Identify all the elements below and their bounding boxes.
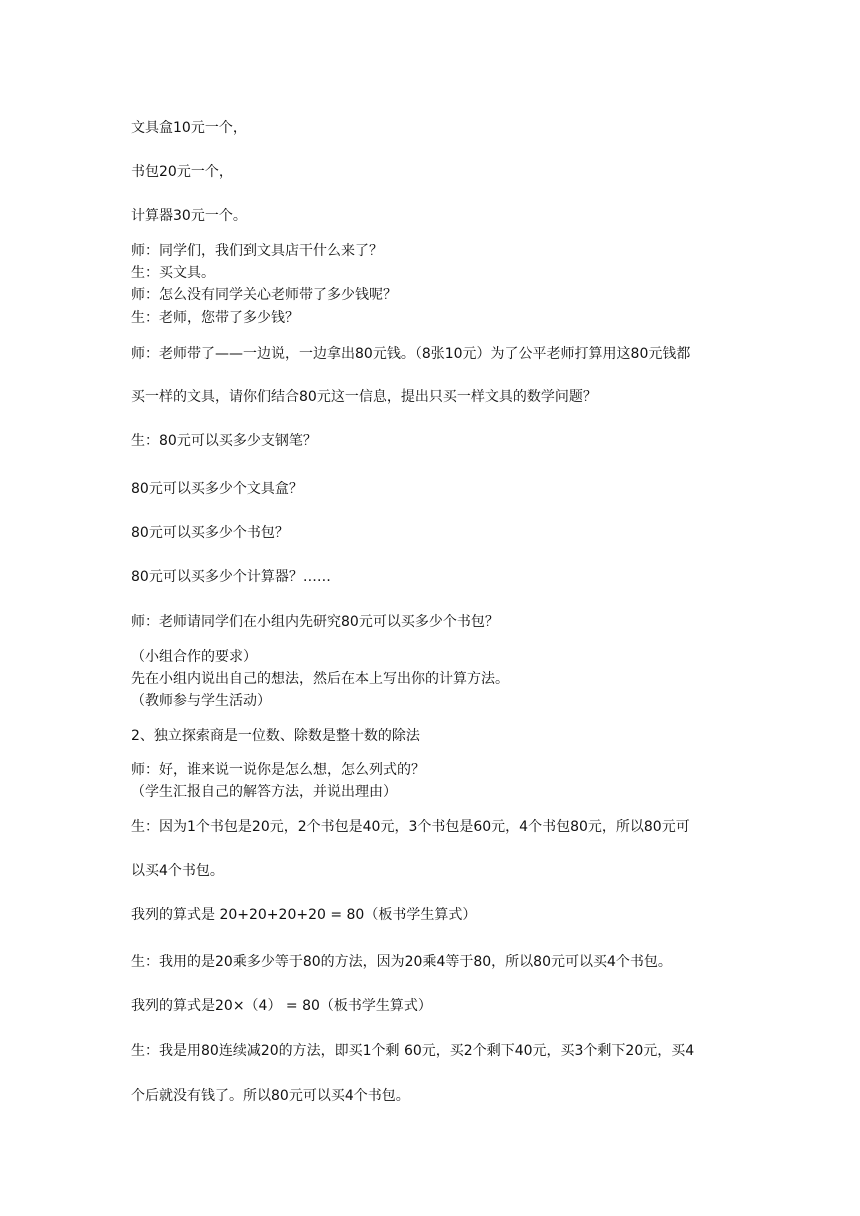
text-line: 买一样的文具，请你们结合80元这一信息，提出只买一样文具的数学问题？ bbox=[131, 389, 597, 405]
text-line: 生：80元可以买多少支钢笔？ bbox=[131, 433, 317, 449]
text-line: 师：怎么没有同学关心老师带了多少钱呢？ bbox=[131, 287, 397, 303]
text-line: 80元可以买多少个书包？ bbox=[131, 525, 289, 541]
text-line: 书包20元一个， bbox=[131, 164, 233, 180]
text-line: 文具盒10元一个， bbox=[131, 120, 247, 136]
text-line: （教师参与学生活动） bbox=[131, 693, 271, 709]
text-line: 我列的算式是20×（4） = 80（板书学生算式） bbox=[131, 998, 432, 1014]
text-line: 生：我用的是20乘多少等于80的方法，因为20乘4等于80，所以80元可以买4个书包。 bbox=[131, 954, 672, 970]
text-line: 先在小组内说出自己的想法，然后在本上写出你的计算方法。 bbox=[131, 671, 509, 687]
text-line: 我列的算式是 20+20+20+20 = 80（板书学生算式） bbox=[131, 907, 477, 923]
text-line: 个后就没有钱了。所以80元可以买4个书包。 bbox=[131, 1088, 410, 1104]
text-line: 师：同学们，我们到文具店干什么来了？ bbox=[131, 243, 383, 259]
text-line: 生：因为1个书包是20元，2个书包是40元，3个书包是60元，4个书包80元，所以80元可 bbox=[131, 819, 690, 835]
text-line: 计算器30元一个。 bbox=[131, 208, 247, 224]
text-line: 师：老师带了——一边说，一边拿出80元钱。（8张10元）为了公平老师打算用这80元钱都 bbox=[131, 346, 691, 362]
text-line: 80元可以买多少个文具盒？ bbox=[131, 481, 303, 497]
text-line: 生：我是用80连续减20的方法，即买1个剩 60元，买2个剩下40元，买3个剩下20元，买4 bbox=[131, 1043, 695, 1059]
text-line: （学生汇报自己的解答方法，并说出理由） bbox=[131, 784, 397, 800]
text-line: 师：老师请同学们在小组内先研究80元可以买多少个书包？ bbox=[131, 614, 499, 630]
text-line: 生：买文具。 bbox=[131, 265, 215, 281]
text-line: 2、独立探索商是一位数、除数是整十数的除法 bbox=[131, 728, 420, 744]
text-line: 80元可以买多少个计算器？…… bbox=[131, 569, 331, 585]
text-line: 师：好，谁来说一说你是怎么想，怎么列式的？ bbox=[131, 762, 425, 778]
text-line: 以买4个书包。 bbox=[131, 863, 224, 879]
text-line: （小组合作的要求） bbox=[131, 649, 257, 665]
text-line: 生：老师，您带了多少钱？ bbox=[131, 310, 299, 326]
